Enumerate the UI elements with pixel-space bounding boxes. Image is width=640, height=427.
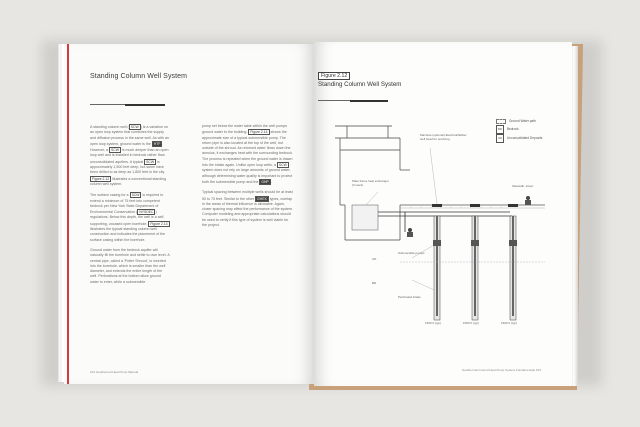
term-tag: GHEX [257,196,267,201]
term-tag: HTF [153,141,161,146]
paragraph: The surface casing for a SCW is required to extend a minimum of 75 feet into competent bedrock per New York State Department of Environmental Conservation ( NYSDEC ) regulations. Below this depth, the well is a self-supporting, uncased open borehole. Figure 2.13 illustrates the typical standing column well construction and indicates the placement of the surface casing within the borehole. [90,193,168,242]
figure-title: Standing Column Well System [318,81,402,88]
well-head [508,204,518,207]
term-tag: SCW [131,193,140,198]
callout-depth: 1500 ft (typ) [463,321,480,325]
paragraph: A standing column well ( SCW ) is a variation on an open loop system that combines the supply and diffusion process in the same well. As with an open loop system, ground water is the HTF . However, a SCW is much deeper than an open loop well and is installed in bedrock rather than unconsolidated aquifers. A typical SCW is approximately 1,500 feet deep, but some have been drilled to as deep as 1,800 feet in the city. Figure 2.12 illustrates a conventional standing column well system. [90,125,170,186]
paragraph: Typical spacing between multiple wells should be at least 50 to 75 feet. Similar to the other GHEX types, overlap in the areas of thermal influence is allowable. Again, closer spacing may affect the performance of the system. Computer modeling and appropriate calculations should be used to verify if this type of system is well viable for the project. [202,190,294,228]
worker-figure [408,228,412,232]
term-tag: SCW [110,148,119,153]
legend-code: UD [496,134,504,143]
submersible-pump [509,240,517,246]
term-tag: Figure 2.13 [150,221,168,226]
callout-depth: 1500 ft (typ) [501,321,518,325]
section-title: Standing Column Well System [90,73,188,80]
wells [434,216,516,320]
callout-br: BR [372,281,377,285]
legend-label: Unconsolidated Deposits [507,136,543,140]
page-footer-left: 104 Geothermal Heat Pump Manual [90,370,139,374]
horizontal-piping [378,212,512,232]
callout-submersible: Submersible pumps [398,251,425,255]
heat-exchanger-box [352,205,378,230]
worker-figure [525,200,531,205]
term-tag: NYSDEC [139,210,154,215]
worker-figure [407,232,413,237]
submersible-pump [471,240,479,246]
term-tag: Figure 2.12 [92,176,110,181]
well-head [470,204,480,207]
term-tag: SCW [278,163,287,168]
callout-plate-exchanger: Plate frame heat exchanger (if used) [352,179,389,187]
legend-code: BR [496,125,504,134]
callout-sidewalk: Sidewalk, street [512,184,534,188]
paragraph: pump set below the water table within the well pumps ground water to the building. Figure 2.14 shows the approximate size of a typical submersible pump. The return pipe is also located at the top of the well, but outside of the shroud. As returned water flows down the annulus, it exchanges heat with the surrounding bedrock. The process is repeated when the ground water is drawn into the intake again. Unlike open loop wells, a SCW system does not rely on large amounts of ground water, although determining water quality is important to protect both the submersible pump and the GHP . [202,124,293,184]
legend-label: Bedrock [506,127,519,131]
callout-ud: UD [372,257,377,261]
submersible-pump [433,240,441,246]
term-tag: Figure 2.14 [250,130,268,135]
figure-label: Figure 2.12 [318,72,350,80]
page-footer-right: Geothermal Ground Heat Pump System Fundamentals 105 [462,368,541,372]
legend-label: Ground Water path [509,119,536,123]
callout-perforated: Perforated intake [398,295,421,299]
term-tag: SCW [130,125,139,129]
callout-depth: 1500 ft (typ) [425,321,442,325]
sidewalk-hatch [410,205,503,208]
term-tag: GHP [261,179,269,184]
well-head [432,204,442,207]
term-tag: SCW [146,159,155,164]
paragraph: Ground water from the bedrock aquifer will naturally fill the borehole and settle to own level. A central pipe, called a 'Potter Shroud', is inserted into the borehole, which is smaller than the well diameter, and extends the entire length of the well. Perforations at the bottom allow ground water to enter, while a submersible [90,247,170,284]
callout-manhole: Manhole (optional) Electrical/Water well head for servicing [420,133,467,141]
worker-figure [526,196,530,200]
